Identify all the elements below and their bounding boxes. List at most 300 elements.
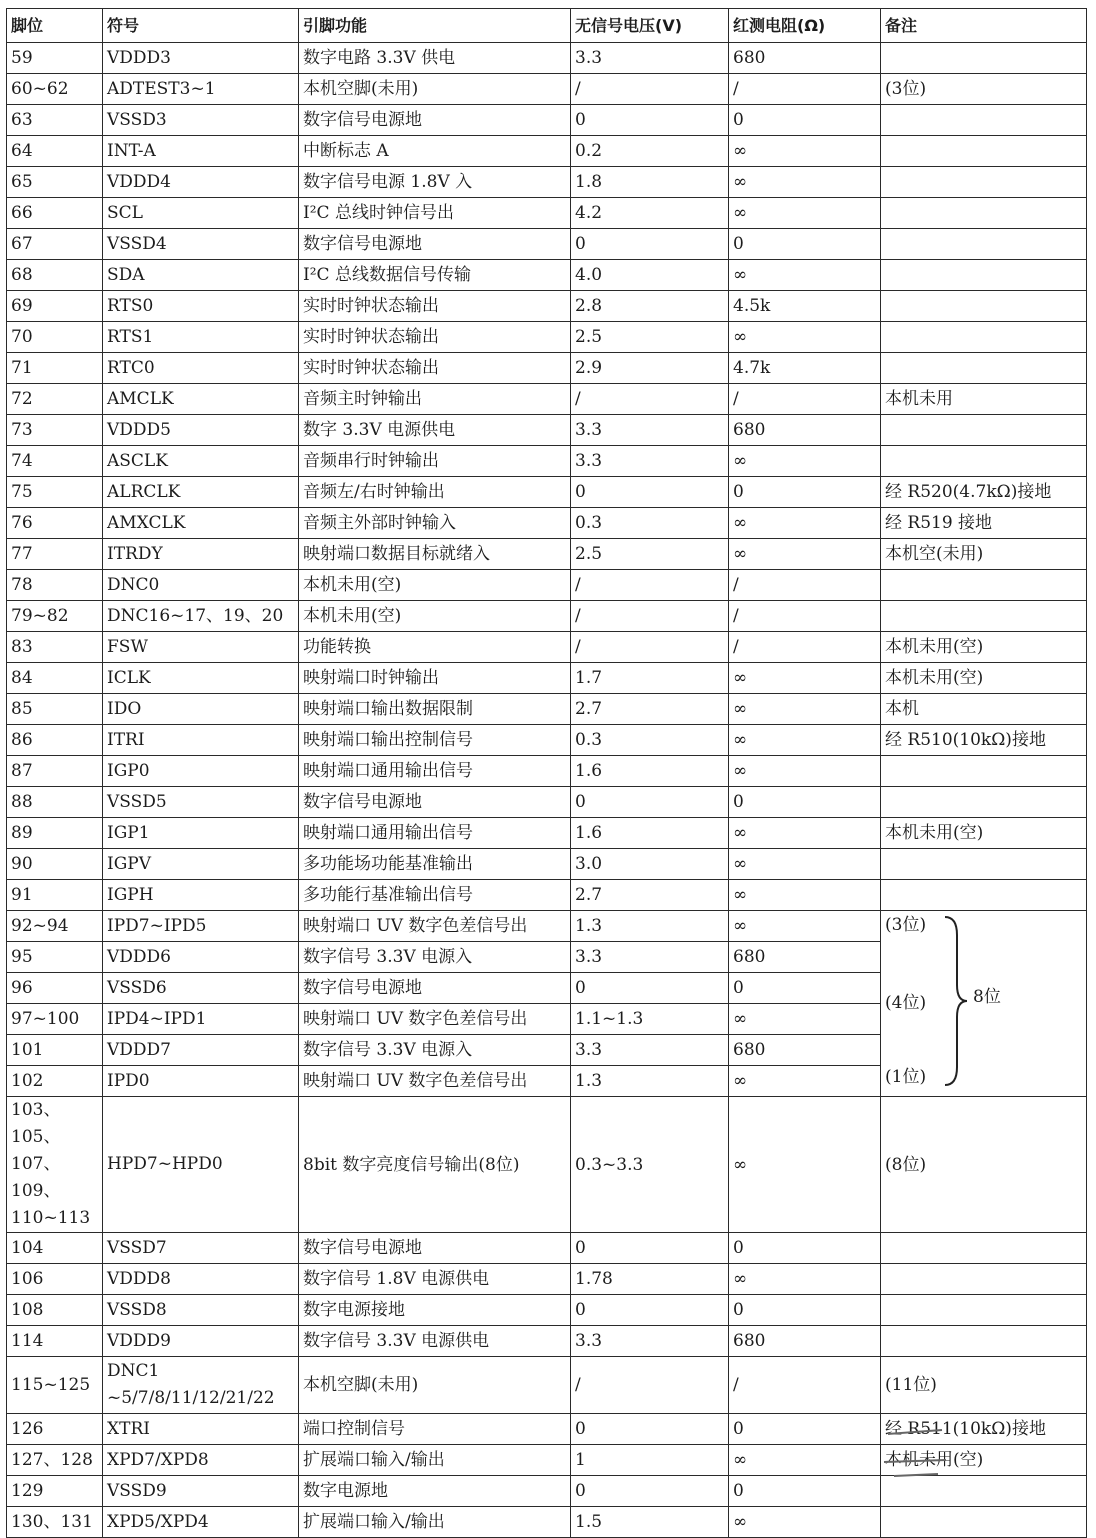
voltage-cell: 4.2 xyxy=(571,198,729,229)
symbol-cell: XPD7/XPD8 xyxy=(103,1445,299,1476)
function-cell: 数字信号电源地 xyxy=(299,1233,571,1264)
symbol-cell: INT-A xyxy=(103,136,299,167)
pin-cell: 130、131 xyxy=(7,1507,103,1538)
resistance-cell: 0 xyxy=(729,229,881,260)
voltage-cell: 0 xyxy=(571,1295,729,1326)
voltage-cell: 1.3 xyxy=(571,911,729,942)
pin-cell: 92~94 xyxy=(7,911,103,942)
pin-cell: 66 xyxy=(7,198,103,229)
resistance-cell: ∞ xyxy=(729,1004,881,1035)
symbol-cell: DNC1 ~5/7/8/11/12/21/22 xyxy=(103,1357,299,1414)
voltage-cell: 2.7 xyxy=(571,694,729,725)
header-symbol: 符号 xyxy=(103,9,299,43)
note-cell xyxy=(881,570,1087,601)
resistance-cell: ∞ xyxy=(729,167,881,198)
pin-cell: 106 xyxy=(7,1264,103,1295)
pin-cell: 97~100 xyxy=(7,1004,103,1035)
symbol-cell: IPD4~IPD1 xyxy=(103,1004,299,1035)
symbol-cell: IGP0 xyxy=(103,756,299,787)
symbol-cell: VSSD9 xyxy=(103,1476,299,1507)
voltage-cell: 0 xyxy=(571,105,729,136)
pin-cell: 68 xyxy=(7,260,103,291)
table-row xyxy=(7,570,1087,601)
resistance-cell: ∞ xyxy=(729,1097,881,1233)
resistance-cell: ∞ xyxy=(729,260,881,291)
voltage-cell: 0.3 xyxy=(571,725,729,756)
voltage-cell: / xyxy=(571,74,729,105)
table-row xyxy=(7,167,1087,198)
function-cell: 映射端口数据目标就绪入 xyxy=(299,539,571,570)
function-cell: 映射端口输出数据限制 xyxy=(299,694,571,725)
pin-cell: 115~125 xyxy=(7,1357,103,1414)
note-cell xyxy=(881,322,1087,353)
pin-cell: 71 xyxy=(7,353,103,384)
pin-cell: 126 xyxy=(7,1414,103,1445)
resistance-cell: ∞ xyxy=(729,1264,881,1295)
resistance-cell: 0 xyxy=(729,973,881,1004)
note-cell: (8位) xyxy=(881,1097,1087,1233)
symbol-cell: IGPV xyxy=(103,849,299,880)
resistance-cell: ∞ xyxy=(729,911,881,942)
function-cell: 数字电源接地 xyxy=(299,1295,571,1326)
note-cell xyxy=(881,415,1087,446)
table-body-top xyxy=(7,43,1087,911)
symbol-cell: XPD5/XPD4 xyxy=(103,1507,299,1538)
symbol-cell: IGPH xyxy=(103,880,299,911)
resistance-cell: ∞ xyxy=(729,322,881,353)
pin-cell: 67 xyxy=(7,229,103,260)
symbol-cell: ALRCLK xyxy=(103,477,299,508)
symbol-cell: AMXCLK xyxy=(103,508,299,539)
resistance-cell: / xyxy=(729,1357,881,1414)
table-row xyxy=(7,818,1087,849)
voltage-cell: 4.0 xyxy=(571,260,729,291)
pin-cell: 65 xyxy=(7,167,103,198)
note-cell: (3位) xyxy=(881,74,1087,105)
header-voltage: 无信号电压(V) xyxy=(571,9,729,43)
symbol-cell: ASCLK xyxy=(103,446,299,477)
table-header-row xyxy=(7,9,1087,43)
resistance-cell: 680 xyxy=(729,1326,881,1357)
pin-cell: 75 xyxy=(7,477,103,508)
symbol-cell: DNC0 xyxy=(103,570,299,601)
function-cell: 数字信号 3.3V 电源供电 xyxy=(299,1326,571,1357)
function-cell: 8bit 数字亮度信号输出(8位) xyxy=(299,1097,571,1233)
function-cell: 映射端口 UV 数字色差信号出 xyxy=(299,1004,571,1035)
pin-cell: 74 xyxy=(7,446,103,477)
header-pin: 脚位 xyxy=(7,9,103,43)
pin-cell: 88 xyxy=(7,787,103,818)
resistance-cell: ∞ xyxy=(729,880,881,911)
pin-cell: 89 xyxy=(7,818,103,849)
resistance-cell: 680 xyxy=(729,415,881,446)
resistance-cell: / xyxy=(729,601,881,632)
note-cell: 本机 xyxy=(881,694,1087,725)
note-cell: 经 R511(10kΩ)接地 xyxy=(881,1414,1087,1445)
symbol-cell: RTC0 xyxy=(103,353,299,384)
function-cell: 数字信号电源 1.8V 入 xyxy=(299,167,571,198)
function-cell: 实时时钟状态输出 xyxy=(299,353,571,384)
resistance-cell: / xyxy=(729,570,881,601)
note-cell: 本机空(未用) xyxy=(881,539,1087,570)
voltage-cell: / xyxy=(571,384,729,415)
voltage-cell: 0 xyxy=(571,477,729,508)
note-cell xyxy=(881,787,1087,818)
note-cell xyxy=(881,353,1087,384)
brace-icon xyxy=(941,915,971,1087)
table-row xyxy=(7,787,1087,818)
resistance-cell: ∞ xyxy=(729,508,881,539)
voltage-cell: 1.7 xyxy=(571,663,729,694)
note-cell xyxy=(881,880,1087,911)
voltage-cell: 0.2 xyxy=(571,136,729,167)
note-cell xyxy=(881,849,1087,880)
note-cell xyxy=(881,1295,1087,1326)
symbol-cell: VDDD3 xyxy=(103,43,299,74)
voltage-cell: 3.3 xyxy=(571,43,729,74)
pin-cell: 79~82 xyxy=(7,601,103,632)
resistance-cell: ∞ xyxy=(729,539,881,570)
symbol-cell: XTRI xyxy=(103,1414,299,1445)
voltage-cell: 2.7 xyxy=(571,880,729,911)
voltage-cell: 0.3~3.3 xyxy=(571,1097,729,1233)
function-cell: 数字信号 3.3V 电源入 xyxy=(299,942,571,973)
note-cell: 本机未用(空) xyxy=(881,632,1087,663)
voltage-cell: 1.6 xyxy=(571,756,729,787)
function-cell: 数字电源地 xyxy=(299,1476,571,1507)
function-cell: 扩展端口输入/输出 xyxy=(299,1445,571,1476)
function-cell: 扩展端口输入/输出 xyxy=(299,1507,571,1538)
voltage-cell: 3.0 xyxy=(571,849,729,880)
voltage-cell: 0 xyxy=(571,1233,729,1264)
voltage-cell: 1.1~1.3 xyxy=(571,1004,729,1035)
symbol-cell: ITRDY xyxy=(103,539,299,570)
table-row xyxy=(7,508,1087,539)
function-cell: 端口控制信号 xyxy=(299,1414,571,1445)
resistance-cell: 0 xyxy=(729,787,881,818)
note-cell xyxy=(881,1507,1087,1538)
voltage-cell: 2.5 xyxy=(571,539,729,570)
note-cell xyxy=(881,1233,1087,1264)
symbol-cell: VSSD7 xyxy=(103,1233,299,1264)
voltage-cell: 3.3 xyxy=(571,1326,729,1357)
symbol-cell: SDA xyxy=(103,260,299,291)
resistance-cell: 680 xyxy=(729,942,881,973)
scribble-marks xyxy=(880,1418,1090,1484)
function-cell: 数字信号 1.8V 电源供电 xyxy=(299,1264,571,1295)
pin-cell: 90 xyxy=(7,849,103,880)
function-cell: 本机未用(空) xyxy=(299,570,571,601)
function-cell: 多功能行基准输出信号 xyxy=(299,880,571,911)
table-body-group xyxy=(7,911,1087,1097)
symbol-cell: FSW xyxy=(103,632,299,663)
pin-cell: 63 xyxy=(7,105,103,136)
voltage-cell: 3.3 xyxy=(571,1035,729,1066)
note-cell xyxy=(881,601,1087,632)
note-cell xyxy=(881,756,1087,787)
symbol-cell: VSSD3 xyxy=(103,105,299,136)
function-cell: 本机未用(空) xyxy=(299,601,571,632)
note-cell: 经 R510(10kΩ)接地 xyxy=(881,725,1087,756)
voltage-cell: 0 xyxy=(571,229,729,260)
symbol-cell: VSSD6 xyxy=(103,973,299,1004)
table-row xyxy=(7,260,1087,291)
table-row xyxy=(7,1097,1087,1233)
voltage-cell: 1.8 xyxy=(571,167,729,198)
table-row xyxy=(7,849,1087,880)
function-cell: 映射端口 UV 数字色差信号出 xyxy=(299,1066,571,1097)
function-cell: 数字信号 3.3V 电源入 xyxy=(299,1035,571,1066)
table-row xyxy=(7,105,1087,136)
note-cell xyxy=(881,105,1087,136)
function-cell: 中断标志 A xyxy=(299,136,571,167)
voltage-cell: 1.5 xyxy=(571,1507,729,1538)
symbol-cell: AMCLK xyxy=(103,384,299,415)
table-row xyxy=(7,1326,1087,1357)
pin-function-table xyxy=(6,8,1087,1538)
function-cell: 映射端口时钟输出 xyxy=(299,663,571,694)
voltage-cell: 0 xyxy=(571,1476,729,1507)
table-row xyxy=(7,694,1087,725)
table-row xyxy=(7,911,1087,942)
pin-cell: 86 xyxy=(7,725,103,756)
group-note-part3: (1位) xyxy=(885,1067,927,1087)
table-row xyxy=(7,663,1087,694)
symbol-cell: VDDD4 xyxy=(103,167,299,198)
symbol-cell: VDDD9 xyxy=(103,1326,299,1357)
pin-cell: 83 xyxy=(7,632,103,663)
resistance-cell: / xyxy=(729,384,881,415)
pin-cell: 96 xyxy=(7,973,103,1004)
function-cell: 音频左/右时钟输出 xyxy=(299,477,571,508)
function-cell: 数字信号电源地 xyxy=(299,787,571,818)
pin-cell: 76 xyxy=(7,508,103,539)
voltage-cell: 1.3 xyxy=(571,1066,729,1097)
pin-cell: 127、128 xyxy=(7,1445,103,1476)
function-cell: 数字信号电源地 xyxy=(299,105,571,136)
voltage-cell: 3.3 xyxy=(571,446,729,477)
voltage-cell: / xyxy=(571,570,729,601)
function-cell: 音频主外部时钟输入 xyxy=(299,508,571,539)
resistance-cell: / xyxy=(729,74,881,105)
symbol-cell: VSSD5 xyxy=(103,787,299,818)
voltage-cell: 1.6 xyxy=(571,818,729,849)
function-cell: 数字信号电源地 xyxy=(299,973,571,1004)
symbol-cell: IPD0 xyxy=(103,1066,299,1097)
voltage-cell: 2.9 xyxy=(571,353,729,384)
symbol-cell: ITRI xyxy=(103,725,299,756)
note-cell xyxy=(881,167,1087,198)
note-cell xyxy=(881,136,1087,167)
symbol-cell: DNC16~17、19、20 xyxy=(103,601,299,632)
note-cell xyxy=(881,291,1087,322)
function-cell: 实时时钟状态输出 xyxy=(299,291,571,322)
table-row xyxy=(7,632,1087,663)
header-resistance: 红测电阻(Ω) xyxy=(729,9,881,43)
pin-cell: 103、105、107、109、110~113 xyxy=(7,1097,103,1233)
table-row xyxy=(7,291,1087,322)
voltage-cell: 0 xyxy=(571,1414,729,1445)
note-cell xyxy=(881,446,1087,477)
function-cell: 本机空脚(未用) xyxy=(299,1357,571,1414)
note-cell xyxy=(881,1326,1087,1357)
group-note-part2: (4位) xyxy=(885,993,927,1013)
note-cell xyxy=(881,229,1087,260)
resistance-cell: ∞ xyxy=(729,694,881,725)
pin-cell: 84 xyxy=(7,663,103,694)
group-note-part1: (3位) xyxy=(885,915,927,935)
symbol-cell: IGP1 xyxy=(103,818,299,849)
voltage-cell: 3.3 xyxy=(571,942,729,973)
table-row xyxy=(7,74,1087,105)
resistance-cell: ∞ xyxy=(729,1507,881,1538)
function-cell: I²C 总线时钟信号出 xyxy=(299,198,571,229)
table-row xyxy=(7,880,1087,911)
voltage-cell: 2.5 xyxy=(571,322,729,353)
symbol-cell: VSSD8 xyxy=(103,1295,299,1326)
table-row xyxy=(7,446,1087,477)
resistance-cell: 0 xyxy=(729,1476,881,1507)
voltage-cell: 0 xyxy=(571,787,729,818)
voltage-cell: / xyxy=(571,601,729,632)
pin-cell: 60~62 xyxy=(7,74,103,105)
pin-cell: 64 xyxy=(7,136,103,167)
pin-cell: 85 xyxy=(7,694,103,725)
function-cell: 实时时钟状态输出 xyxy=(299,322,571,353)
table-row xyxy=(7,229,1087,260)
voltage-cell: 3.3 xyxy=(571,415,729,446)
note-cell: 本机未用 xyxy=(881,384,1087,415)
resistance-cell: 0 xyxy=(729,1295,881,1326)
table-row xyxy=(7,601,1087,632)
resistance-cell: 0 xyxy=(729,477,881,508)
table-row xyxy=(7,1264,1087,1295)
symbol-cell: RTS0 xyxy=(103,291,299,322)
resistance-cell: ∞ xyxy=(729,1066,881,1097)
resistance-cell: 4.7k xyxy=(729,353,881,384)
resistance-cell: ∞ xyxy=(729,756,881,787)
pin-cell: 102 xyxy=(7,1066,103,1097)
function-cell: 数字信号电源地 xyxy=(299,229,571,260)
resistance-cell: 4.5k xyxy=(729,291,881,322)
symbol-cell: IPD7~IPD5 xyxy=(103,911,299,942)
voltage-cell: 1 xyxy=(571,1445,729,1476)
function-cell: 本机空脚(未用) xyxy=(299,74,571,105)
header-function: 引脚功能 xyxy=(299,9,571,43)
resistance-cell: ∞ xyxy=(729,725,881,756)
function-cell: 多功能场功能基准输出 xyxy=(299,849,571,880)
resistance-cell: ∞ xyxy=(729,446,881,477)
symbol-cell: IDO xyxy=(103,694,299,725)
note-cell: 本机未用(空) xyxy=(881,1445,1087,1476)
symbol-cell: VSSD4 xyxy=(103,229,299,260)
pin-cell: 72 xyxy=(7,384,103,415)
pin-cell: 91 xyxy=(7,880,103,911)
note-cell: 经 R519 接地 xyxy=(881,508,1087,539)
resistance-cell: ∞ xyxy=(729,663,881,694)
resistance-cell: ∞ xyxy=(729,818,881,849)
symbol-cell: ICLK xyxy=(103,663,299,694)
resistance-cell: 680 xyxy=(729,1035,881,1066)
function-cell: 功能转换 xyxy=(299,632,571,663)
pin-cell: 95 xyxy=(7,942,103,973)
function-cell: 音频主时钟输出 xyxy=(299,384,571,415)
note-cell: 本机未用(空) xyxy=(881,818,1087,849)
table-row xyxy=(7,1357,1087,1414)
voltage-cell: / xyxy=(571,1357,729,1414)
function-cell: 数字电路 3.3V 供电 xyxy=(299,43,571,74)
pin-cell: 101 xyxy=(7,1035,103,1066)
symbol-cell: RTS1 xyxy=(103,322,299,353)
table-row xyxy=(7,322,1087,353)
group-total: 8位 xyxy=(973,987,1001,1007)
table-row xyxy=(7,198,1087,229)
pin-cell: 69 xyxy=(7,291,103,322)
pin-cell: 129 xyxy=(7,1476,103,1507)
pin-cell: 77 xyxy=(7,539,103,570)
function-cell: 音频串行时钟输出 xyxy=(299,446,571,477)
table-row xyxy=(7,1295,1087,1326)
symbol-cell: VDDD6 xyxy=(103,942,299,973)
function-cell: 数字 3.3V 电源供电 xyxy=(299,415,571,446)
voltage-cell: 0.3 xyxy=(571,508,729,539)
symbol-cell: VDDD7 xyxy=(103,1035,299,1066)
resistance-cell: 0 xyxy=(729,105,881,136)
table-row xyxy=(7,384,1087,415)
note-cell: 本机未用(空) xyxy=(881,663,1087,694)
function-cell: 映射端口 UV 数字色差信号出 xyxy=(299,911,571,942)
table-row xyxy=(7,415,1087,446)
function-cell: 映射端口输出控制信号 xyxy=(299,725,571,756)
function-cell: 映射端口通用输出信号 xyxy=(299,818,571,849)
resistance-cell: / xyxy=(729,632,881,663)
group-note-cell xyxy=(881,911,1087,1097)
table-row xyxy=(7,477,1087,508)
symbol-cell: ADTEST3~1 xyxy=(103,74,299,105)
pin-cell: 104 xyxy=(7,1233,103,1264)
voltage-cell: 1.78 xyxy=(571,1264,729,1295)
pin-cell: 87 xyxy=(7,756,103,787)
header-notes: 备注 xyxy=(881,9,1087,43)
note-cell xyxy=(881,1264,1087,1295)
note-cell: 经 R520(4.7kΩ)接地 xyxy=(881,477,1087,508)
function-cell: I²C 总线数据信号传输 xyxy=(299,260,571,291)
table-row xyxy=(7,136,1087,167)
note-cell: (11位) xyxy=(881,1357,1087,1414)
resistance-cell: 680 xyxy=(729,43,881,74)
note-cell xyxy=(881,260,1087,291)
voltage-cell: / xyxy=(571,632,729,663)
table-row xyxy=(7,725,1087,756)
symbol-cell: HPD7~HPD0 xyxy=(103,1097,299,1233)
table-row xyxy=(7,353,1087,384)
voltage-cell: 2.8 xyxy=(571,291,729,322)
table-row xyxy=(7,539,1087,570)
resistance-cell: 0 xyxy=(729,1233,881,1264)
resistance-cell: ∞ xyxy=(729,198,881,229)
resistance-cell: 0 xyxy=(729,1414,881,1445)
function-cell: 映射端口通用输出信号 xyxy=(299,756,571,787)
pin-cell: 114 xyxy=(7,1326,103,1357)
pin-cell: 73 xyxy=(7,415,103,446)
resistance-cell: ∞ xyxy=(729,849,881,880)
note-cell xyxy=(881,43,1087,74)
table-row xyxy=(7,756,1087,787)
symbol-cell: SCL xyxy=(103,198,299,229)
resistance-cell: ∞ xyxy=(729,136,881,167)
resistance-cell: ∞ xyxy=(729,1445,881,1476)
symbol-cell: VDDD5 xyxy=(103,415,299,446)
